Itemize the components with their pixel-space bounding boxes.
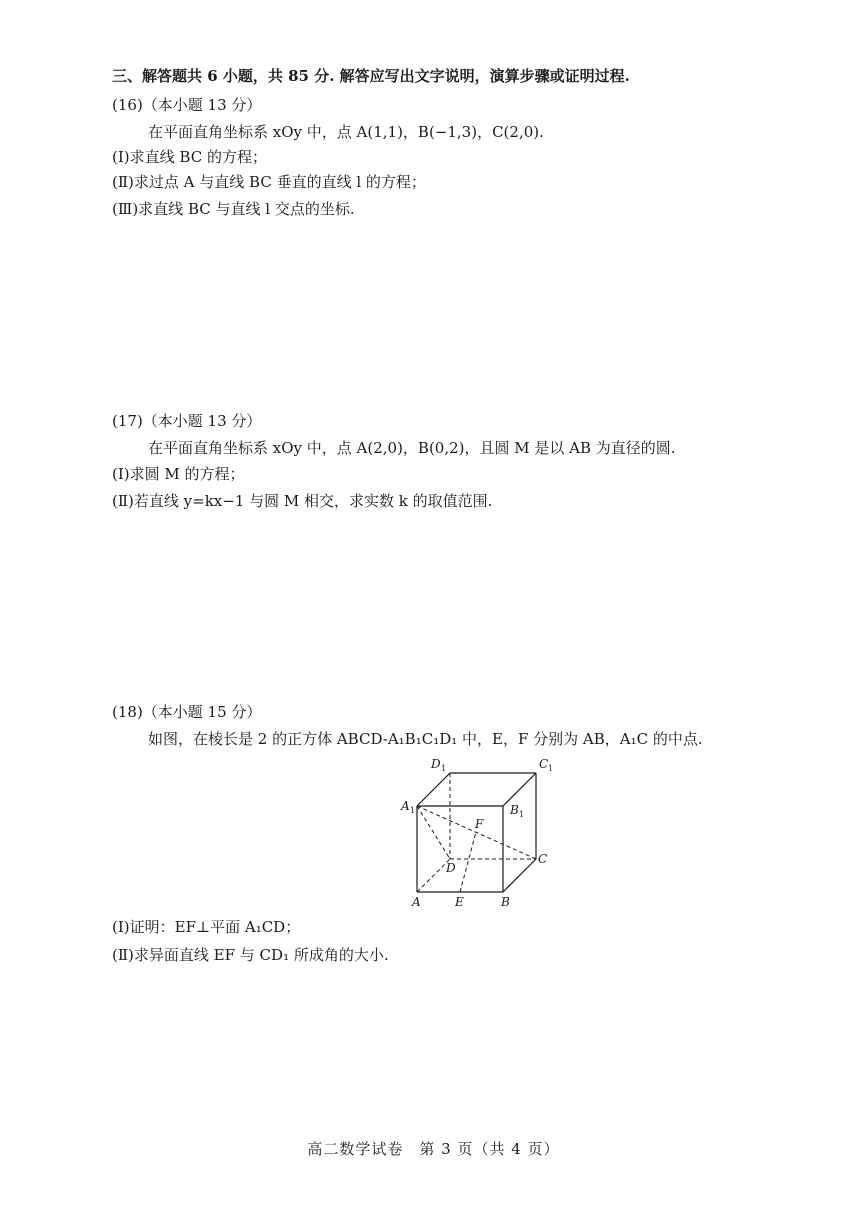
edge-CB (503, 859, 536, 892)
edge-C1B1 (503, 773, 536, 806)
problem-16-part-3: (Ⅲ)求直线 BC 与直线 l 交点的坐标. (112, 200, 355, 218)
label-C1: C (539, 757, 549, 771)
problem-16-part-1: (Ⅰ)求直线 BC 的方程； (112, 148, 267, 166)
label-B1-sub: 1 (519, 810, 525, 819)
problem-18-statement: 如图，在棱长是 2 的正方体 ABCD-A₁B₁C₁D₁ 中，E，F 分别为 AB，A₁C 的中点. (148, 730, 703, 748)
label-D1: D (431, 757, 441, 771)
label-A: A (412, 895, 421, 909)
problem-17-statement: 在平面直角坐标系 xOy 中，点 A(2,0)，B(0,2)，且圆 M 是以 AB 为直径的圆. (148, 439, 676, 457)
problem-18-part-2: (Ⅱ)求异面直线 EF 与 CD₁ 所成角的大小. (112, 946, 389, 964)
label-D1-sub: 1 (441, 764, 447, 773)
problem-16-header: (16)（本小题 13 分） (112, 96, 262, 114)
label-C1-sub: 1 (548, 764, 554, 773)
edge-A1D1 (417, 773, 450, 806)
label-B1: B (510, 803, 519, 817)
problem-18-header: (18)（本小题 15 分） (112, 703, 262, 721)
label-F: F (475, 817, 484, 831)
label-D: D (446, 861, 456, 875)
problem-18-part-1: (Ⅰ)证明：EF⊥平面 A₁CD； (112, 918, 301, 936)
label-B: B (501, 895, 510, 909)
label-C: C (538, 852, 548, 866)
section-heading: 三、解答题共 6 小题，共 85 分. 解答应写出文字说明，演算步骤或证明过程. (112, 67, 630, 85)
problem-17-part-1: (Ⅰ)求圆 M 的方程； (112, 465, 245, 483)
problem-16-part-2: (Ⅱ)求过点 A 与直线 BC 垂直的直线 l 的方程； (112, 173, 426, 191)
page-footer: 高二数学试卷 第 3 页（共 4 页） (307, 1140, 560, 1158)
segment-EF (460, 832, 476, 892)
problem-17-header: (17)（本小题 13 分） (112, 412, 262, 430)
problem-16-statement: 在平面直角坐标系 xOy 中，点 A(1,1)，B(−1,3)，C(2,0). (148, 123, 544, 141)
segment-A1D (417, 806, 450, 859)
label-A1-sub: 1 (410, 806, 416, 815)
cube-figure (395, 752, 570, 912)
label-A1: A (401, 799, 410, 813)
problem-17-part-2: (Ⅱ)若直线 y=kx−1 与圆 M 相交，求实数 k 的取值范围. (112, 492, 493, 510)
label-E: E (455, 895, 464, 909)
